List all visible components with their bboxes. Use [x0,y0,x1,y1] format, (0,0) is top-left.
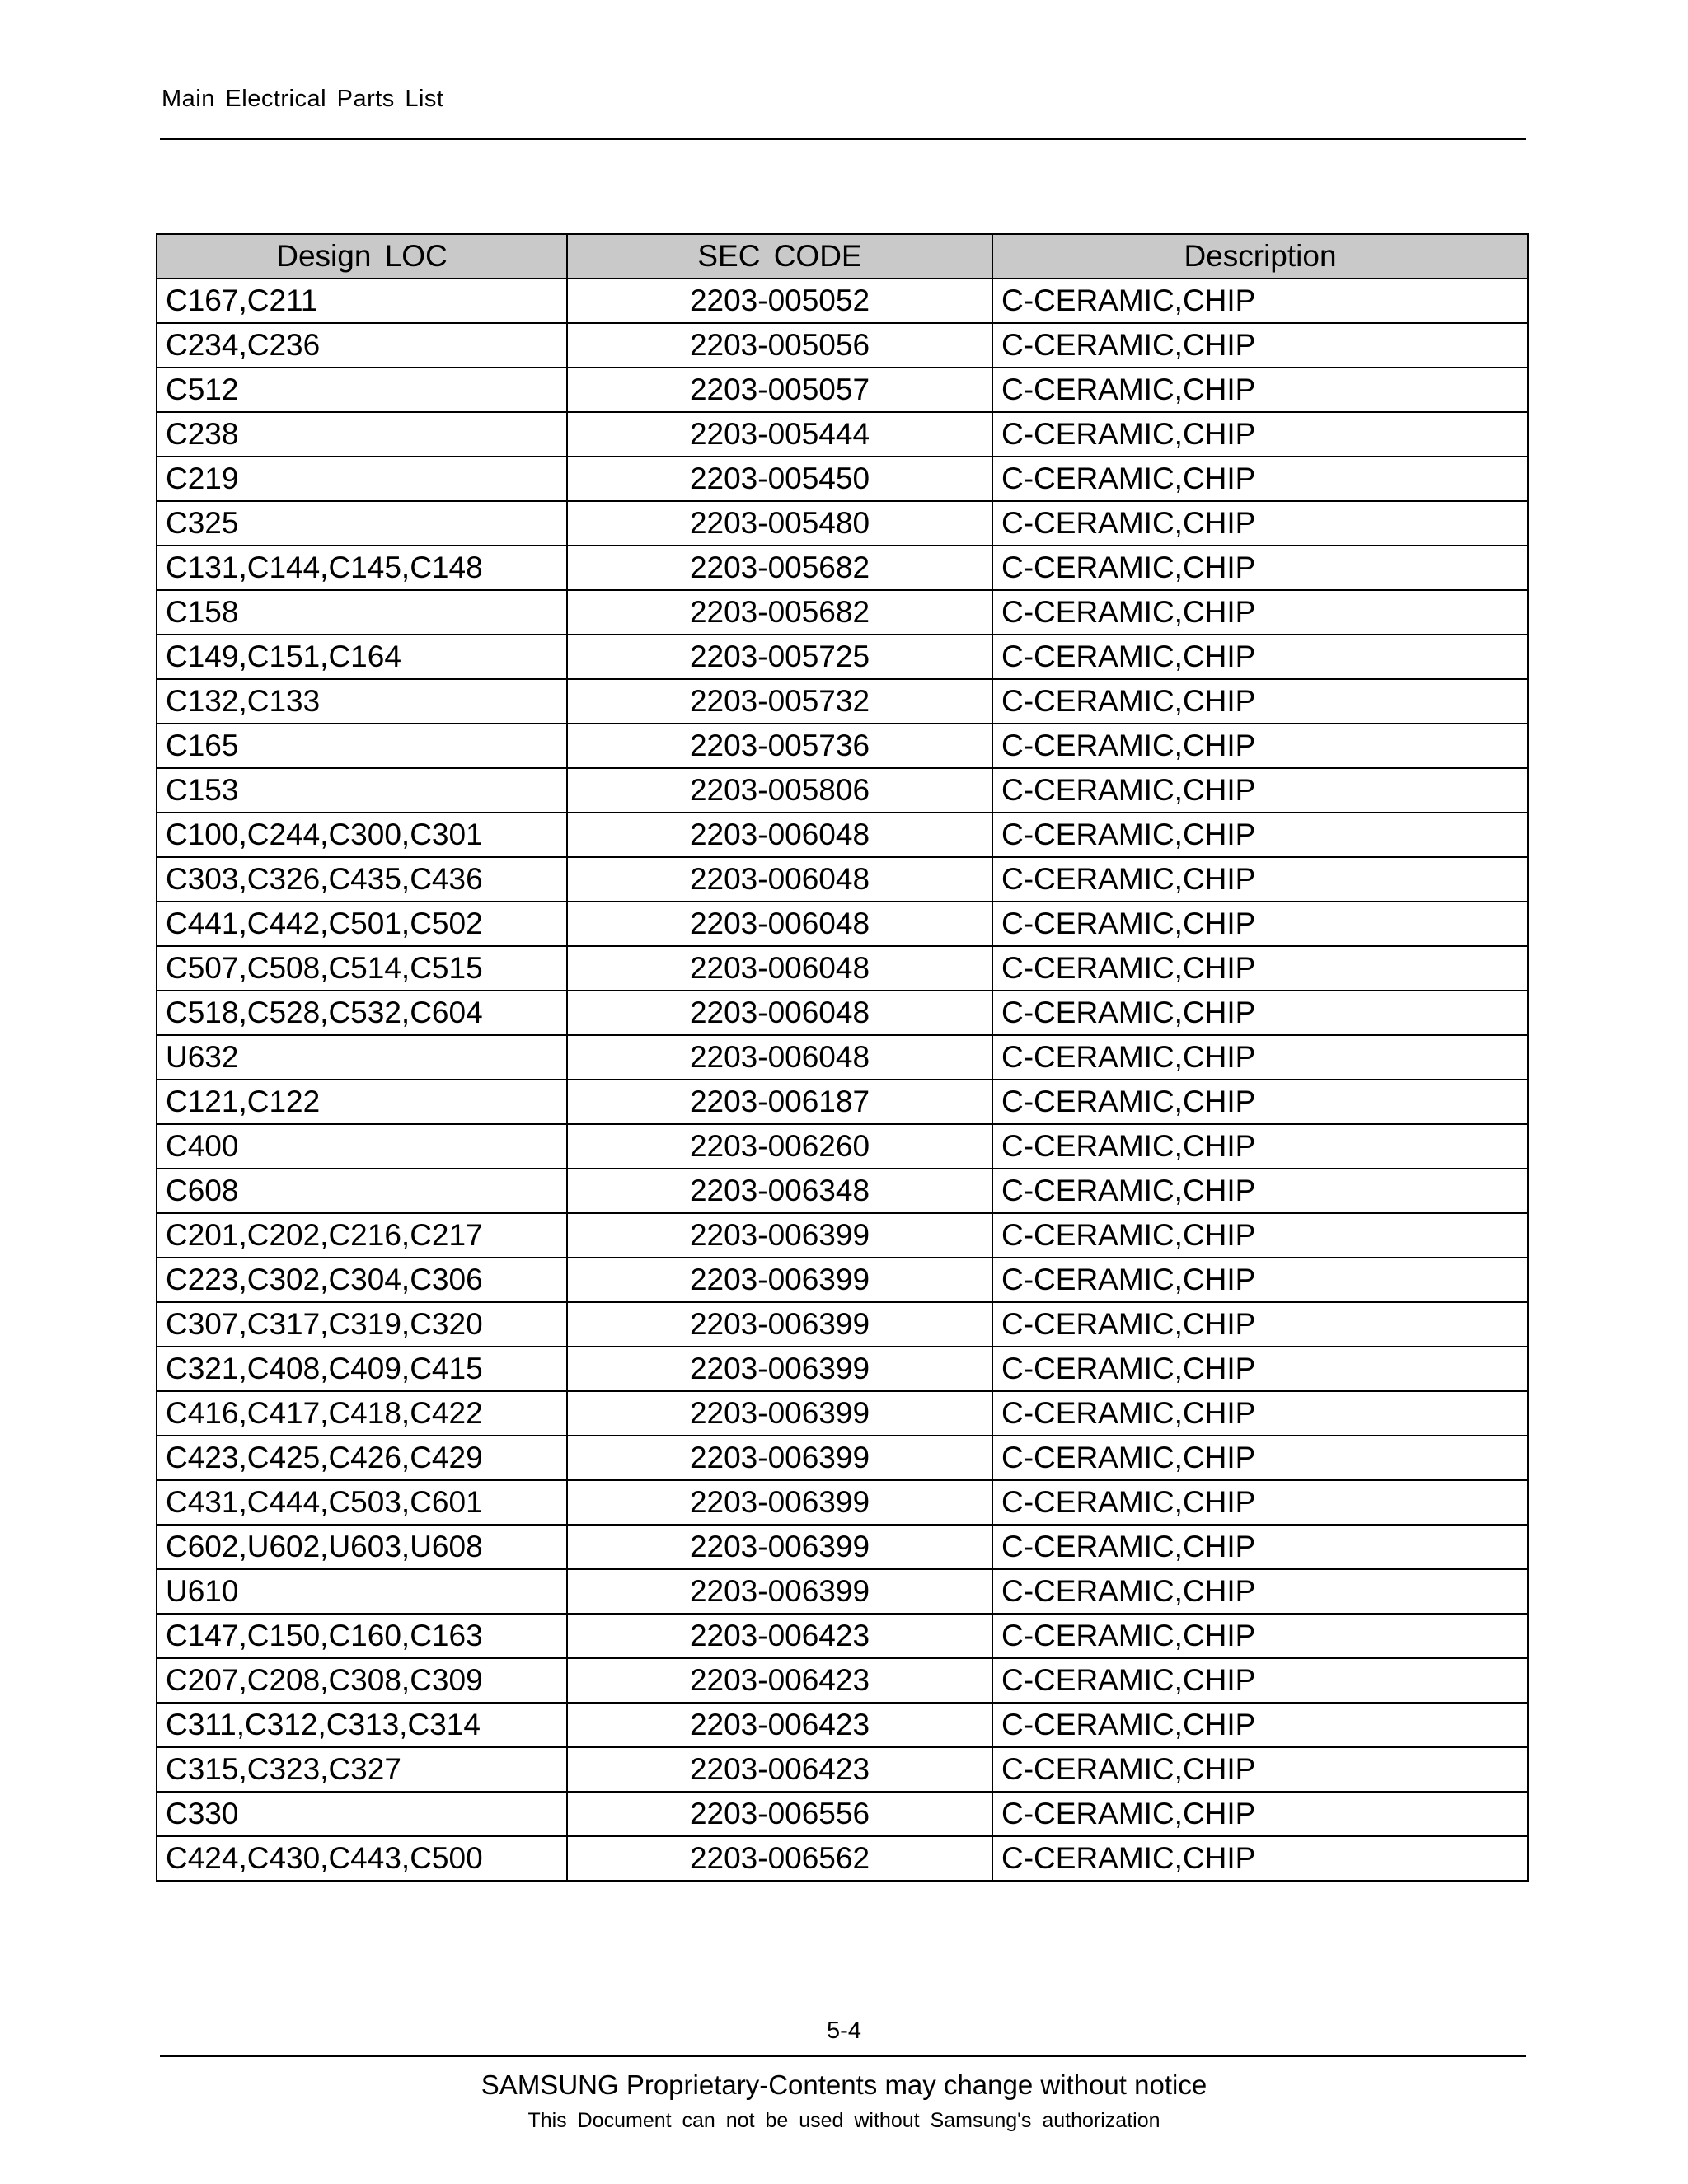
design-loc-cell: C149,C151,C164 [157,635,567,679]
description-cell: C-CERAMIC,CHIP [992,1703,1528,1747]
design-loc-cell: C321,C408,C409,C415 [157,1347,567,1391]
table-row [157,724,1528,768]
sec-code-cell: 2203-006399 [567,1436,992,1480]
parts-table [156,233,1529,1882]
design-loc-cell: C121,C122 [157,1080,567,1124]
sec-code-cell: 2203-005682 [567,546,992,590]
description-cell: C-CERAMIC,CHIP [992,1080,1528,1124]
table-row [157,1658,1528,1703]
design-loc-cell: C131,C144,C145,C148 [157,546,567,590]
table-row [157,323,1528,368]
sec-code-cell: 2203-005052 [567,279,992,323]
description-cell: C-CERAMIC,CHIP [992,590,1528,635]
table-body [157,279,1528,1881]
design-loc-cell: C238 [157,412,567,457]
table-row [157,1302,1528,1347]
sec-code-cell: 2203-006348 [567,1169,992,1213]
design-loc-cell: C132,C133 [157,679,567,724]
design-loc-cell: C167,C211 [157,279,567,323]
description-cell: C-CERAMIC,CHIP [992,1035,1528,1080]
sec-code-cell: 2203-005732 [567,679,992,724]
description-cell: C-CERAMIC,CHIP [992,1258,1528,1302]
design-loc-cell: C507,C508,C514,C515 [157,946,567,991]
sec-code-cell: 2203-005682 [567,590,992,635]
table-row [157,679,1528,724]
table-row [157,991,1528,1035]
sec-code-cell: 2203-006423 [567,1658,992,1703]
description-cell: C-CERAMIC,CHIP [992,768,1528,813]
description-cell: C-CERAMIC,CHIP [992,1747,1528,1792]
sec-code-cell: 2203-005725 [567,635,992,679]
table-row [157,1124,1528,1169]
design-loc-cell: C423,C425,C426,C429 [157,1436,567,1480]
footer-notice: SAMSUNG Proprietary-Contents may change without notice [481,2069,1207,2100]
table-row [157,1080,1528,1124]
table-row [157,1703,1528,1747]
table-row [157,1169,1528,1213]
design-loc-cell: C223,C302,C304,C306 [157,1258,567,1302]
design-loc-cell: C518,C528,C532,C604 [157,991,567,1035]
table-row [157,1614,1528,1658]
design-loc-cell: C307,C317,C319,C320 [157,1302,567,1347]
table-row [157,635,1528,679]
description-cell: C-CERAMIC,CHIP [992,1614,1528,1658]
table-row [157,546,1528,590]
sec-code-cell: 2203-005806 [567,768,992,813]
design-loc-cell: C147,C150,C160,C163 [157,1614,567,1658]
table-row [157,457,1528,501]
sec-code-cell: 2203-006556 [567,1792,992,1836]
table-row [157,1035,1528,1080]
description-cell: C-CERAMIC,CHIP [992,1658,1528,1703]
design-loc-cell: U632 [157,1035,567,1080]
description-cell: C-CERAMIC,CHIP [992,457,1528,501]
description-cell: C-CERAMIC,CHIP [992,1569,1528,1614]
column-header-sec-code: SEC CODE [567,234,992,279]
sec-code-cell: 2203-005450 [567,457,992,501]
table-row [157,1258,1528,1302]
description-cell: C-CERAMIC,CHIP [992,902,1528,946]
description-cell: C-CERAMIC,CHIP [992,1391,1528,1436]
table-row [157,1436,1528,1480]
design-loc-cell: C431,C444,C503,C601 [157,1480,567,1525]
design-loc-cell: C303,C326,C435,C436 [157,857,567,902]
description-cell: C-CERAMIC,CHIP [992,635,1528,679]
footer-authorization: This Document can not be used without Samsung's authorization [528,2109,1160,2132]
description-cell: C-CERAMIC,CHIP [992,679,1528,724]
description-cell: C-CERAMIC,CHIP [992,946,1528,991]
sec-code-cell: 2203-006562 [567,1836,992,1881]
design-loc-cell: C400 [157,1124,567,1169]
column-header-description: Description [992,234,1528,279]
design-loc-cell: U610 [157,1569,567,1614]
design-loc-cell: C219 [157,457,567,501]
sec-code-cell: 2203-005736 [567,724,992,768]
sec-code-cell: 2203-006048 [567,902,992,946]
description-cell: C-CERAMIC,CHIP [992,323,1528,368]
design-loc-cell: C100,C244,C300,C301 [157,813,567,857]
description-cell: C-CERAMIC,CHIP [992,991,1528,1035]
description-cell: C-CERAMIC,CHIP [992,1169,1528,1213]
sec-code-cell: 2203-006399 [567,1525,992,1569]
footer-divider [160,2055,1526,2057]
description-cell: C-CERAMIC,CHIP [992,724,1528,768]
sec-code-cell: 2203-006048 [567,946,992,991]
sec-code-cell: 2203-005444 [567,412,992,457]
sec-code-cell: 2203-006048 [567,1035,992,1080]
sec-code-cell: 2203-006048 [567,813,992,857]
description-cell: C-CERAMIC,CHIP [992,412,1528,457]
design-loc-cell: C153 [157,768,567,813]
design-loc-cell: C441,C442,C501,C502 [157,902,567,946]
sec-code-cell: 2203-006399 [567,1391,992,1436]
description-cell: C-CERAMIC,CHIP [992,813,1528,857]
design-loc-cell: C330 [157,1792,567,1836]
sec-code-cell: 2203-006187 [567,1080,992,1124]
sec-code-cell: 2203-006423 [567,1747,992,1792]
sec-code-cell: 2203-006399 [567,1258,992,1302]
table-row [157,1213,1528,1258]
sec-code-cell: 2203-006048 [567,857,992,902]
sec-code-cell: 2203-006399 [567,1347,992,1391]
design-loc-cell: C325 [157,501,567,546]
table-row [157,1391,1528,1436]
description-cell: C-CERAMIC,CHIP [992,1436,1528,1480]
table-row [157,412,1528,457]
table-header-row [157,234,1528,279]
description-cell: C-CERAMIC,CHIP [992,279,1528,323]
header-divider [160,138,1526,140]
table-row [157,279,1528,323]
table-row [157,1836,1528,1881]
description-cell: C-CERAMIC,CHIP [992,857,1528,902]
table-row [157,1569,1528,1614]
design-loc-cell: C311,C312,C313,C314 [157,1703,567,1747]
design-loc-cell: C158 [157,590,567,635]
design-loc-cell: C165 [157,724,567,768]
description-cell: C-CERAMIC,CHIP [992,1213,1528,1258]
sec-code-cell: 2203-006048 [567,991,992,1035]
sec-code-cell: 2203-006423 [567,1703,992,1747]
description-cell: C-CERAMIC,CHIP [992,1302,1528,1347]
sec-code-cell: 2203-006399 [567,1480,992,1525]
design-loc-cell: C207,C208,C308,C309 [157,1658,567,1703]
design-loc-cell: C234,C236 [157,323,567,368]
table-row [157,1525,1528,1569]
description-cell: C-CERAMIC,CHIP [992,546,1528,590]
design-loc-cell: C512 [157,368,567,412]
description-cell: C-CERAMIC,CHIP [992,1124,1528,1169]
design-loc-cell: C424,C430,C443,C500 [157,1836,567,1881]
sec-code-cell: 2203-006399 [567,1569,992,1614]
sec-code-cell: 2203-005056 [567,323,992,368]
table-row [157,946,1528,991]
table-row [157,1480,1528,1525]
table-row [157,1792,1528,1836]
sec-code-cell: 2203-006260 [567,1124,992,1169]
description-cell: C-CERAMIC,CHIP [992,1836,1528,1881]
description-cell: C-CERAMIC,CHIP [992,1480,1528,1525]
table-row [157,902,1528,946]
table-row [157,368,1528,412]
description-cell: C-CERAMIC,CHIP [992,1525,1528,1569]
table-row [157,1347,1528,1391]
sec-code-cell: 2203-005057 [567,368,992,412]
design-loc-cell: C416,C417,C418,C422 [157,1391,567,1436]
description-cell: C-CERAMIC,CHIP [992,1347,1528,1391]
sec-code-cell: 2203-006399 [567,1213,992,1258]
description-cell: C-CERAMIC,CHIP [992,501,1528,546]
design-loc-cell: C608 [157,1169,567,1213]
page-number: 5-4 [827,2018,861,2044]
sec-code-cell: 2203-005480 [567,501,992,546]
table-row [157,768,1528,813]
table-row [157,501,1528,546]
description-cell: C-CERAMIC,CHIP [992,368,1528,412]
table-row [157,590,1528,635]
table-row [157,813,1528,857]
design-loc-cell: C201,C202,C216,C217 [157,1213,567,1258]
table-row [157,1747,1528,1792]
design-loc-cell: C602,U602,U603,U608 [157,1525,567,1569]
description-cell: C-CERAMIC,CHIP [992,1792,1528,1836]
sec-code-cell: 2203-006399 [567,1302,992,1347]
design-loc-cell: C315,C323,C327 [157,1747,567,1792]
page-header-title: Main Electrical Parts List [162,86,444,112]
table-row [157,857,1528,902]
column-header-design-loc: Design LOC [157,234,567,279]
sec-code-cell: 2203-006423 [567,1614,992,1658]
